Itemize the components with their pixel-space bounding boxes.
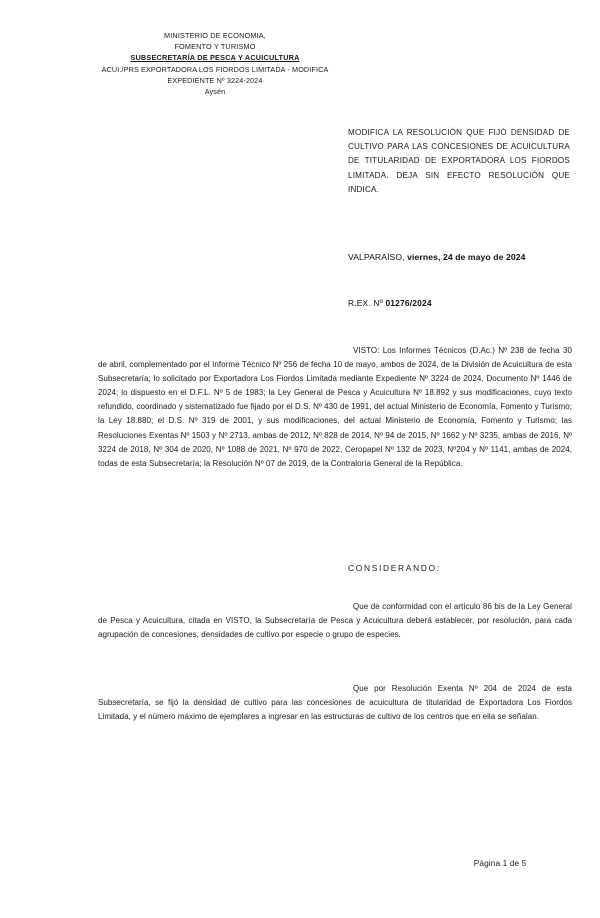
header-case-reference: ACUI./PRS EXPORTADORA LOS FIORDOS LIMITADA - MODIFICA — [101, 64, 329, 74]
document-header — [0, 30, 430, 97]
visto-section — [98, 344, 572, 471]
considerando-heading: CONSIDERANDO: — [348, 563, 441, 573]
considerando-1-body-text: de la Ley General de Pesca y Acuicultura, citada en VISTO, la Subsecretaría de Pesca y Acuicultura deberá establecer, por resolución, para cada agrupación de concesiones, densidades de cultivo por especie o grupo de especies. — [98, 602, 572, 640]
considerando-2-text — [98, 682, 572, 724]
visto-lead-text: VISTO: Los Informes Técnicos (D.Ac.) Nº 238 — [353, 346, 525, 355]
considerando-2-body-text: 2024 de esta Subsecretaría, se fijó la densidad de cultivo para las concesiones de acuicultura de titularidad de Exportadora Los Fiordos Limitada, y el número máximo de ejemplares a ingresar en las estructuras de cultivo de los centros que en ella se señalan. — [98, 684, 572, 722]
document-title-block — [348, 126, 570, 197]
considerando-paragraph-1 — [98, 600, 572, 642]
header-expediente: EXPEDIENTE Nº 3224-2024 — [167, 75, 263, 85]
resolution-number-value: 01276/2024 — [385, 298, 432, 308]
considerando-2-lead-text: Que por Resolución Exenta Nº 204 de — [353, 684, 512, 693]
header-region: Aysén — [204, 87, 226, 97]
page-number-footer: Página 1 de 5 — [473, 858, 527, 868]
date-label: viernes, 24 de mayo de 2024 — [407, 252, 526, 262]
considerando-1-lead-text: Que de conformidad con el artículo 86 bis — [353, 602, 505, 611]
place-and-date — [348, 252, 578, 262]
resolution-number-line — [348, 298, 432, 308]
page-title: MODIFICA LA RESOLUCIÓN QUE FIJÓ DENSIDAD DE CULTIVO PARA LAS CONCESIONES DE ACUICULTURA DE TITULARIDAD DE EXPORTADORA LOS FIORDOS LIMITADA. DEJA SIN EFECTO RESOLUCIÓN QUE INDICA. — [348, 128, 570, 194]
place-label: VALPARAÍSO, — [348, 252, 405, 262]
visto-paragraph — [98, 344, 572, 471]
visto-body-text: de fecha 30 de abril, complementado por el Informe Técnico Nº 256 de fecha 10 de mayo, ambos de 2024, de la División de Acuicultura de esta Subsecretaría; lo solicitado por Exportadora Los Fiordos Limitada mediante Expediente Nº 3224 de 2024, Documento Nº 1446 de 2024; lo dispuesto en el D.F.L. Nº 5 de 1983; la Ley General de Pesca y Acuicultura Nº 18.892 y sus modificaciones, cuyo texto refundido, coordinado y sistematizado fue fijado por el D.S. Nº 430 de 1991, del actual Ministerio de Economía, Fomento y Turismo; la Ley 18.880; el D.S. Nº 319 de 2001, y sus modificaciones, del actual Ministerio de Economía, Fomento y Turismo; las Resoluciones Exentas Nº 1503 y Nº 2713, ambas de 2012, Nº 828 de 2014, Nº 94 de 2015, Nº 1662 y Nº 3235, ambas de 2016, Nº 3224 de 2018, Nº 304 de 2020, Nº 1088 de 2021, Nº 970 de 2022, Ceropapel Nº 132 de 2023, Nº204 y Nº 1141, ambas de 2024, todas de esta Subsecretaría; la Resolución Nº 07 de 2019, de la Contraloría General de la República. — [98, 346, 572, 468]
resolution-number-label: R.EX. Nº — [348, 298, 383, 308]
header-ministry-line-1: MINISTERIO DE ECONOMIA, — [164, 31, 266, 40]
considerando-1-text — [98, 600, 572, 642]
header-ministry-line-2: FOMENTO Y TURISMO — [174, 42, 256, 52]
header-subsecretaria: SUBSECRETARÍA DE PESCA Y ACUICULTURA — [130, 53, 300, 63]
considerando-paragraph-2 — [98, 682, 572, 724]
